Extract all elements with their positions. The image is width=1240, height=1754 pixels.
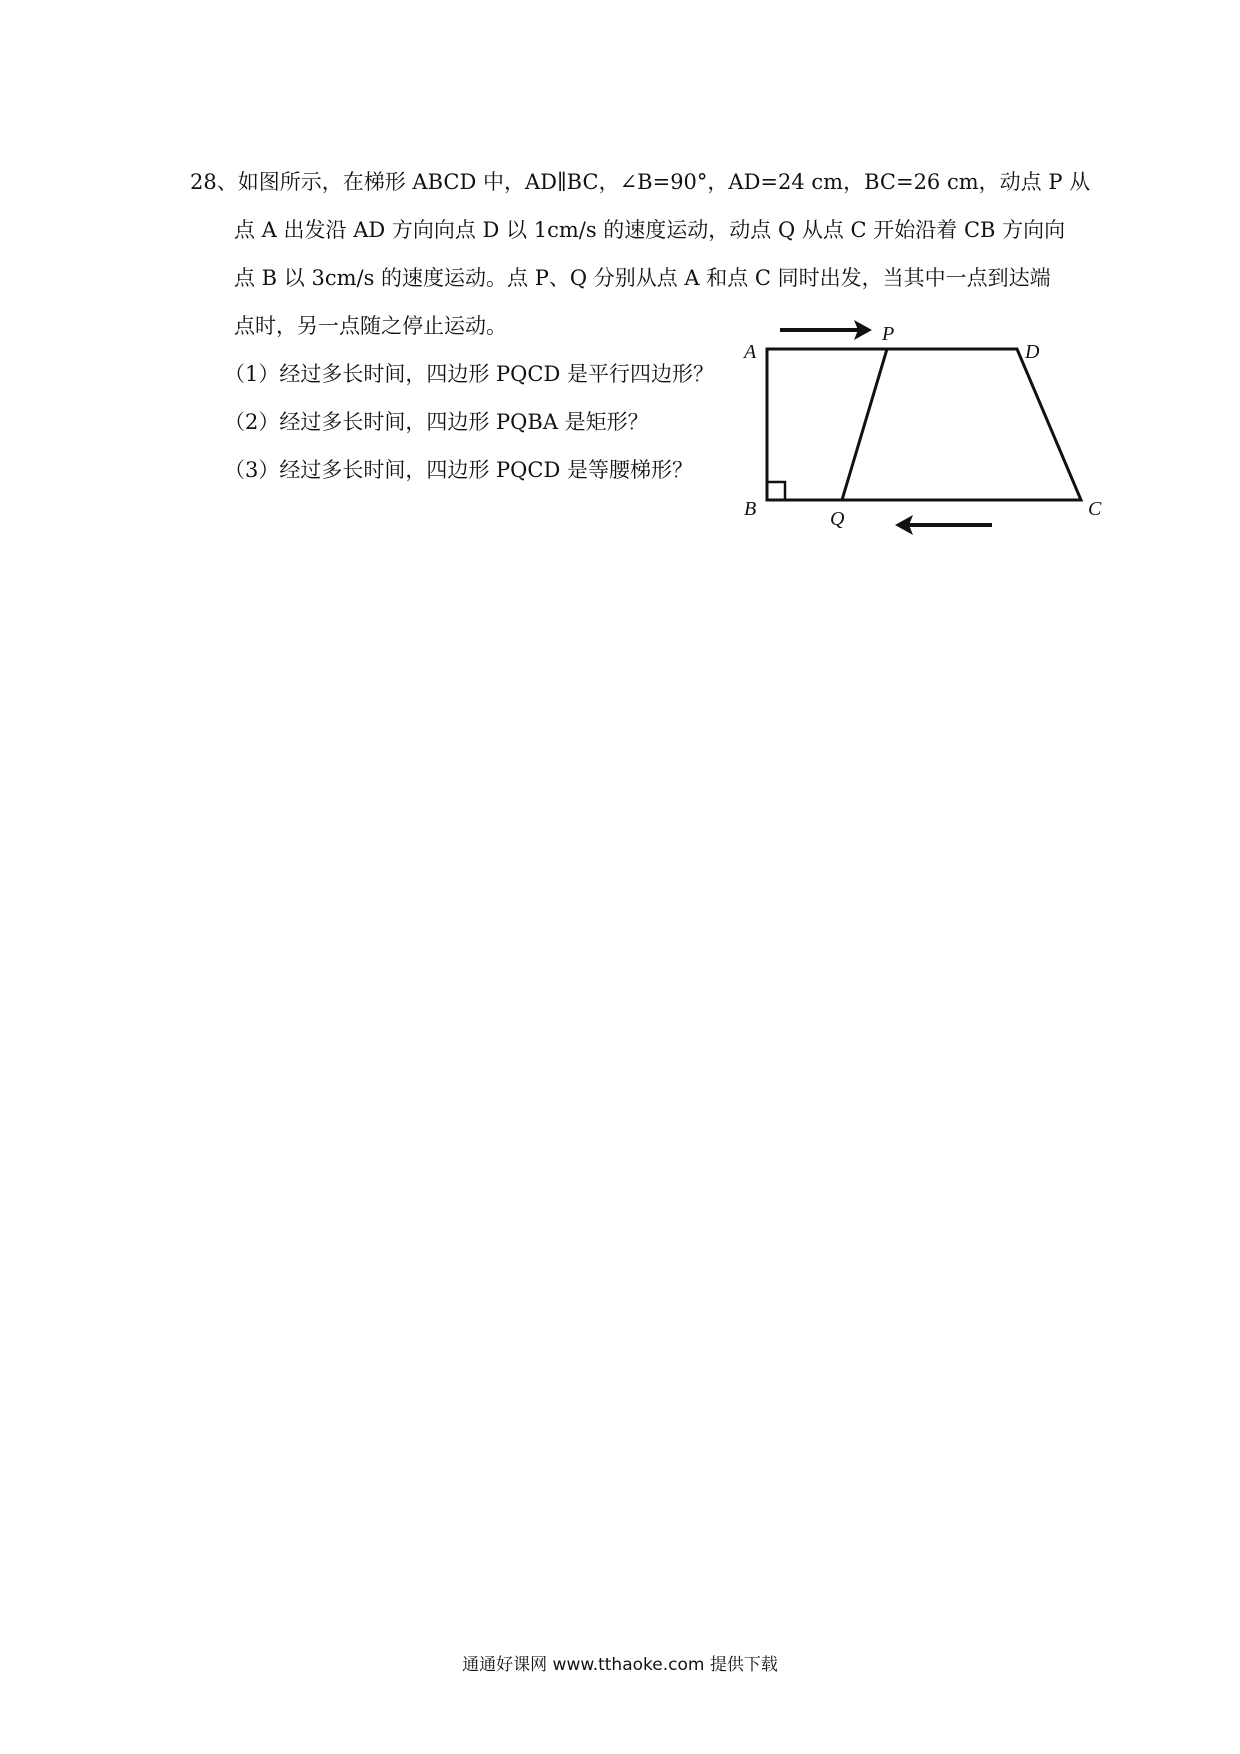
trapezoid-figure (730, 305, 1130, 545)
trapezoid-diagram (730, 305, 1130, 545)
label-q: Q (830, 508, 845, 530)
label-p: P (882, 323, 895, 345)
label-d: D (1025, 341, 1040, 363)
problem-stem-line-1 (190, 158, 1091, 206)
arrow-left-icon (895, 515, 992, 535)
trapezoid-abcd (767, 349, 1081, 500)
problem-number: 28、 (190, 170, 238, 194)
right-angle-mark (767, 482, 785, 500)
stem-text-1: 如图所示，在梯形 ABCD 中，AD∥BC，∠B=90°，AD=24 cm，BC=26 cm，动点 P 从 (237, 170, 1091, 194)
problem-stem-line-2: 点 A 出发沿 AD 方向向点 D 以 1cm/s 的速度运动，动点 Q 从点 C 开始沿着 CB 方向向 (234, 218, 1066, 242)
label-c: C (1088, 498, 1102, 520)
footer-source: 通通好课网 www.tthaoke.com 提供下载 (462, 1655, 778, 1675)
sub-questions (224, 350, 714, 494)
problem-stem-line-4: 点时，另一点随之停止运动。 (234, 314, 507, 338)
label-a: A (744, 341, 757, 363)
segment-pq (842, 349, 887, 500)
sub-question-3: （3）经过多长时间，四边形 PQCD 是等腰梯形？ (224, 458, 693, 482)
label-b: B (744, 498, 757, 520)
arrow-right-icon (780, 320, 872, 340)
sub-question-1: （1）经过多长时间，四边形 PQCD 是平行四边形？ (224, 362, 714, 386)
sub-question-2: （2）经过多长时间，四边形 PQBA 是矩形？ (224, 410, 649, 434)
problem-stem-line-3: 点 B 以 3cm/s 的速度运动。点 P、Q 分别从点 A 和点 C 同时出发，当其中一点到达端 (234, 266, 1051, 290)
